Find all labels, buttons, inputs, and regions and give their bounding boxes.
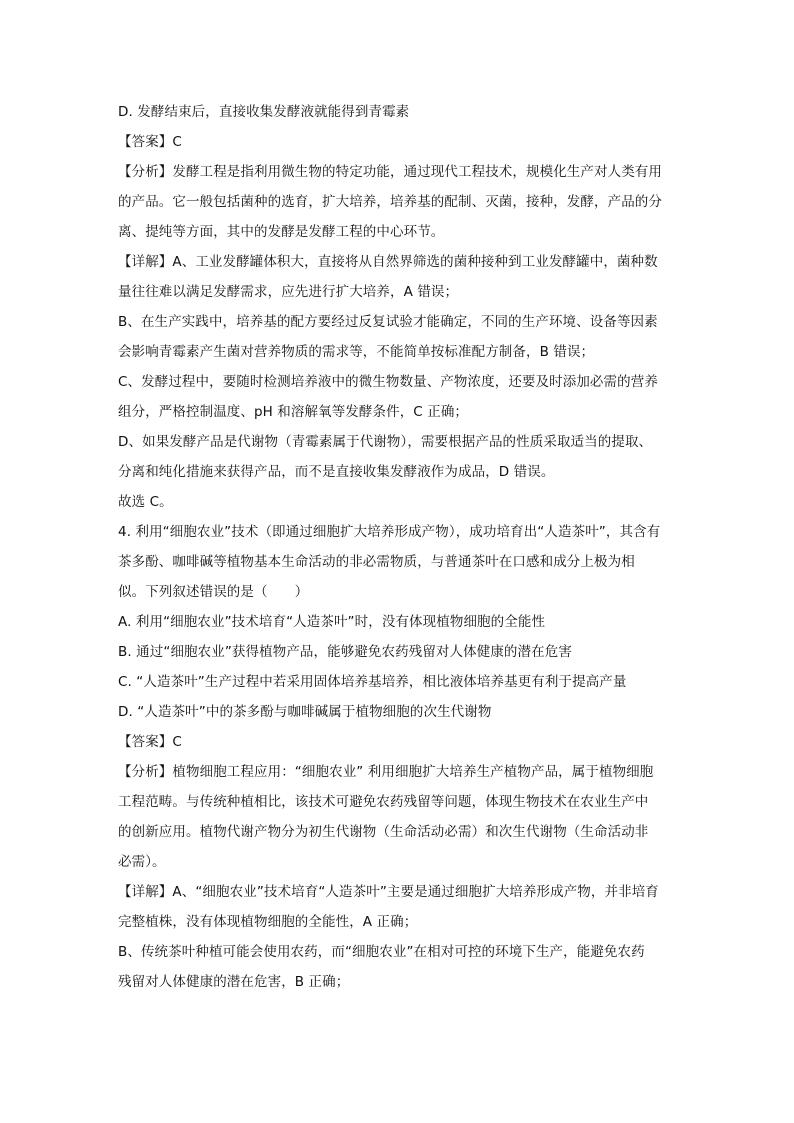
text-line: 4. 利用“细胞农业”技术（即通过细胞扩大培养形成产物），成功培育出“人造茶叶”，其含有 <box>118 524 661 540</box>
text-line: D. 发酵结束后，直接收集发酵液就能得到青霉素 <box>118 104 410 120</box>
text-line: 【分析】植物细胞工程应用：“细胞农业” 利用细胞扩大培养生产植物产品，属于植物细胞 <box>118 764 654 780</box>
text-line: 工程范畴。与传统种植相比，该技术可避免农药残留等问题，体现生物技术在农业生产中 <box>118 794 649 810</box>
text-line: D、如果发酵产品是代谢物（青霉素属于代谢物），需要根据产品的性质采取适当的提取、 <box>118 434 653 450</box>
text-line: B. 通过“细胞农业”获得植物产品，能够避免农药残留对人体健康的潜在危害 <box>118 644 572 660</box>
document-body <box>118 97 700 997</box>
text-line: 【详解】A、工业发酵罐体积大，直接将从自然界筛选的菌种接种到工业发酵罐中，菌种数 <box>118 254 658 270</box>
text-line: 分离和纯化措施来获得产品，而不是直接收集发酵液作为成品，D 错误。 <box>118 464 555 480</box>
text-line: 会影响青霉素产生菌对营养物质的需求等，不能简单按标准配方制备，B 错误； <box>118 344 595 360</box>
text-line: 【答案】C <box>118 134 182 150</box>
text-line: A. 利用“细胞农业”技术培育“人造茶叶”时，没有体现植物细胞的全能性 <box>118 614 546 630</box>
text-line: 的创新应用。植物代谢产物分为初生代谢物（生命活动必需）和次生代谢物（生命活动非 <box>118 824 649 840</box>
text-line: 的产品。它一般包括菌种的选育，扩大培养，培养基的配制、灭菌，接种，发酵，产品的分 <box>118 194 662 210</box>
text-line: B、传统茶叶种植可能会使用农药，而“细胞农业”在相对可控的环境下生产，能避免农药 <box>118 944 645 960</box>
text-line: 故选 C。 <box>118 494 173 510</box>
text-line: 组分，严格控制温度、pH 和溶解氧等发酵条件，C 正确； <box>118 404 469 420</box>
text-line: D. “人造茶叶”中的茶多酚与咖啡碱属于植物细胞的次生代谢物 <box>118 704 492 720</box>
text-line: 茶多酚、咖啡碱等植物基本生命活动的非必需物质，与普通茶叶在口感和成分上极为相 <box>118 554 635 570</box>
text-line: 【答案】C <box>118 734 182 750</box>
text-line: 离、提纯等方面，其中的发酵是发酵工程的中心环节。 <box>118 224 445 240</box>
text-line: B、在生产实践中，培养基的配方要经过反复试验才能确定，不同的生产环境、设备等因素 <box>118 314 658 330</box>
text-line: 【分析】发酵工程是指利用微生物的特定功能，通过现代工程技术，规模化生产对人类有用 <box>118 164 662 180</box>
text-line: C. “人造茶叶”生产过程中若采用固体培养基培养，相比液体培养基更有利于提高产量 <box>118 674 627 690</box>
text-line: 残留对人体健康的潜在危害，B 正确； <box>118 974 350 990</box>
text-line: 完整植株，没有体现植物细胞的全能性，A 正确； <box>118 914 418 930</box>
text-line: 【详解】A、“细胞农业”技术培育“人造茶叶”主要是通过细胞扩大培养形成产物，并非培育 <box>118 884 659 900</box>
text-line: 似。下列叙述错误的是（ ） <box>118 584 309 600</box>
text-line: C、发酵过程中，要随时检测培养液中的微生物数量、产物浓度，还要及时添加必需的营养 <box>118 374 658 390</box>
text-line: 必需）。 <box>118 854 166 870</box>
text-line: 量往往难以满足发酵需求，应先进行扩大培养，A 错误； <box>118 284 459 300</box>
